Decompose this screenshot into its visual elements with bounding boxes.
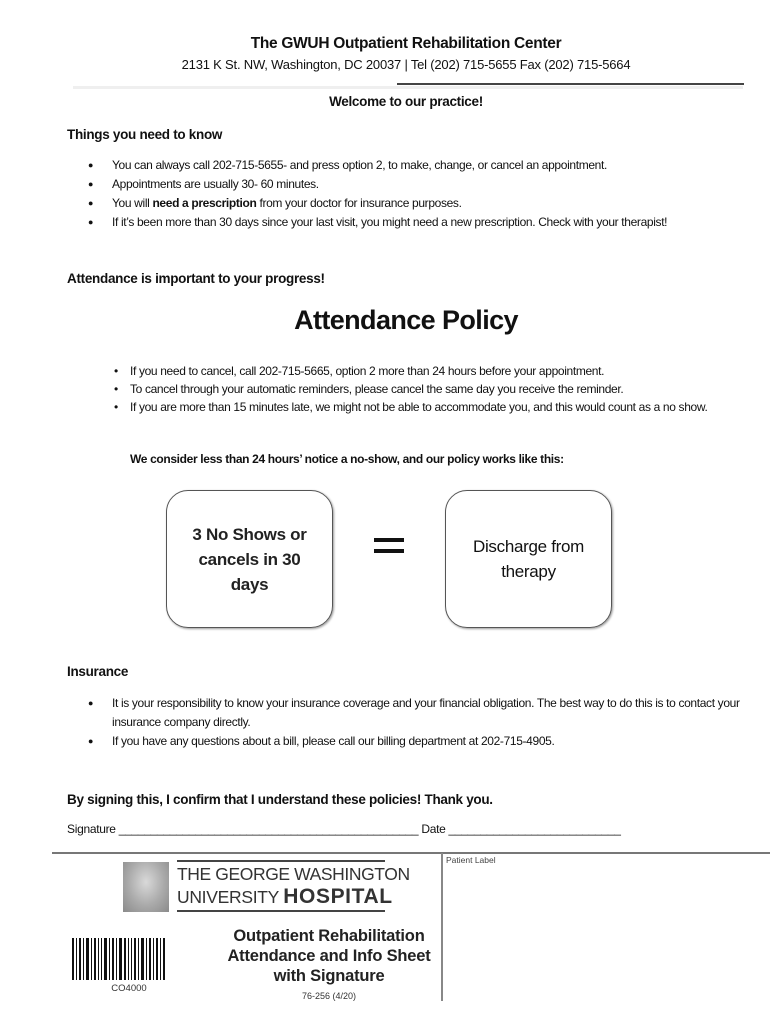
no-show-definition: We consider less than 24 hours’ notice a no-show, and our policy works like this: — [130, 452, 564, 466]
logo-rule-bottom — [177, 910, 385, 912]
date-field[interactable]: ___________________________ — [448, 822, 621, 836]
attendance-heading: Attendance is important to your progress! — [67, 271, 325, 286]
signature-label: Signature — [67, 822, 116, 836]
header-divider — [397, 83, 744, 85]
attendance-item: • To cancel through your automatic reminders, please cancel the same day you receive the reminder. — [114, 380, 714, 398]
no-shows-box: 3 No Shows or cancels in 30 days — [166, 490, 333, 628]
equals-sign — [374, 538, 404, 560]
things-item: ● You will need a prescription from your doctor for insurance purposes. — [88, 194, 728, 213]
patient-label: Patient Label — [446, 855, 496, 865]
things-item: ● Appointments are usually 30- 60 minutes. — [88, 175, 728, 194]
signature-field[interactable]: _______________________________________________ — [118, 822, 419, 836]
discharge-box: Discharge from therapy — [445, 490, 612, 628]
things-heading: Things you need to know — [67, 127, 223, 142]
attendance-item: • If you need to cancel, call 202-715-5665, option 2 more than 24 hours before your appointment. — [114, 362, 714, 380]
things-item: ● You can always call 202-715-5655- and press option 2, to make, change, or cancel an appointment. — [88, 156, 728, 175]
washington-portrait-logo-icon — [123, 862, 169, 912]
insurance-list — [88, 694, 748, 751]
attendance-list — [114, 362, 714, 416]
things-list — [88, 156, 728, 232]
logo-text-line2: UNIVERSITY HOSPITAL — [177, 885, 393, 908]
insurance-item: ● It is your responsibility to know your insurance coverage and your financial obligation. The best way to do this is to contact your insurance company directly. — [88, 694, 748, 732]
barcode-icon — [72, 938, 186, 980]
form-title: Outpatient Rehabilitation Attendance and Info Sheet with Signature — [227, 927, 431, 985]
attendance-item: • If you are more than 15 minutes late, we might not be able to accommodate you, and this would count as a no show. — [114, 398, 714, 416]
confirmation-statement: By signing this, I confirm that I understand these policies! Thank you. — [67, 792, 493, 807]
things-item: ● If it’s been more than 30 days since your last visit, you might need a new prescription. Check with your therapist! — [88, 213, 728, 232]
logo-text-line1: THE GEORGE WASHINGTON — [177, 864, 410, 884]
prescription-emphasis: need a prescription — [152, 196, 257, 210]
barcode-number: CO4000 — [111, 983, 147, 994]
insurance-heading: Insurance — [67, 664, 129, 679]
center-address: 2131 K St. NW, Washington, DC 20037 | Tel (202) 715-5655 Fax (202) 715-5664 — [181, 57, 631, 72]
insurance-item: ● If you have any questions about a bill, please call our billing department at 202-715-4905. — [88, 732, 748, 751]
attendance-policy-title: Attendance Policy — [294, 305, 518, 335]
date-label: Date — [421, 822, 446, 836]
welcome-heading: Welcome to our practice! — [329, 94, 483, 109]
footer-column-divider — [441, 853, 443, 1001]
logo-rule-top — [177, 860, 385, 862]
form-code: 76-256 (4/20) — [301, 991, 357, 1001]
center-title: The GWUH Outpatient Rehabilitation Center — [250, 35, 562, 52]
footer-divider — [52, 852, 770, 854]
signature-line — [67, 822, 621, 836]
header-divider-faint — [73, 86, 743, 89]
